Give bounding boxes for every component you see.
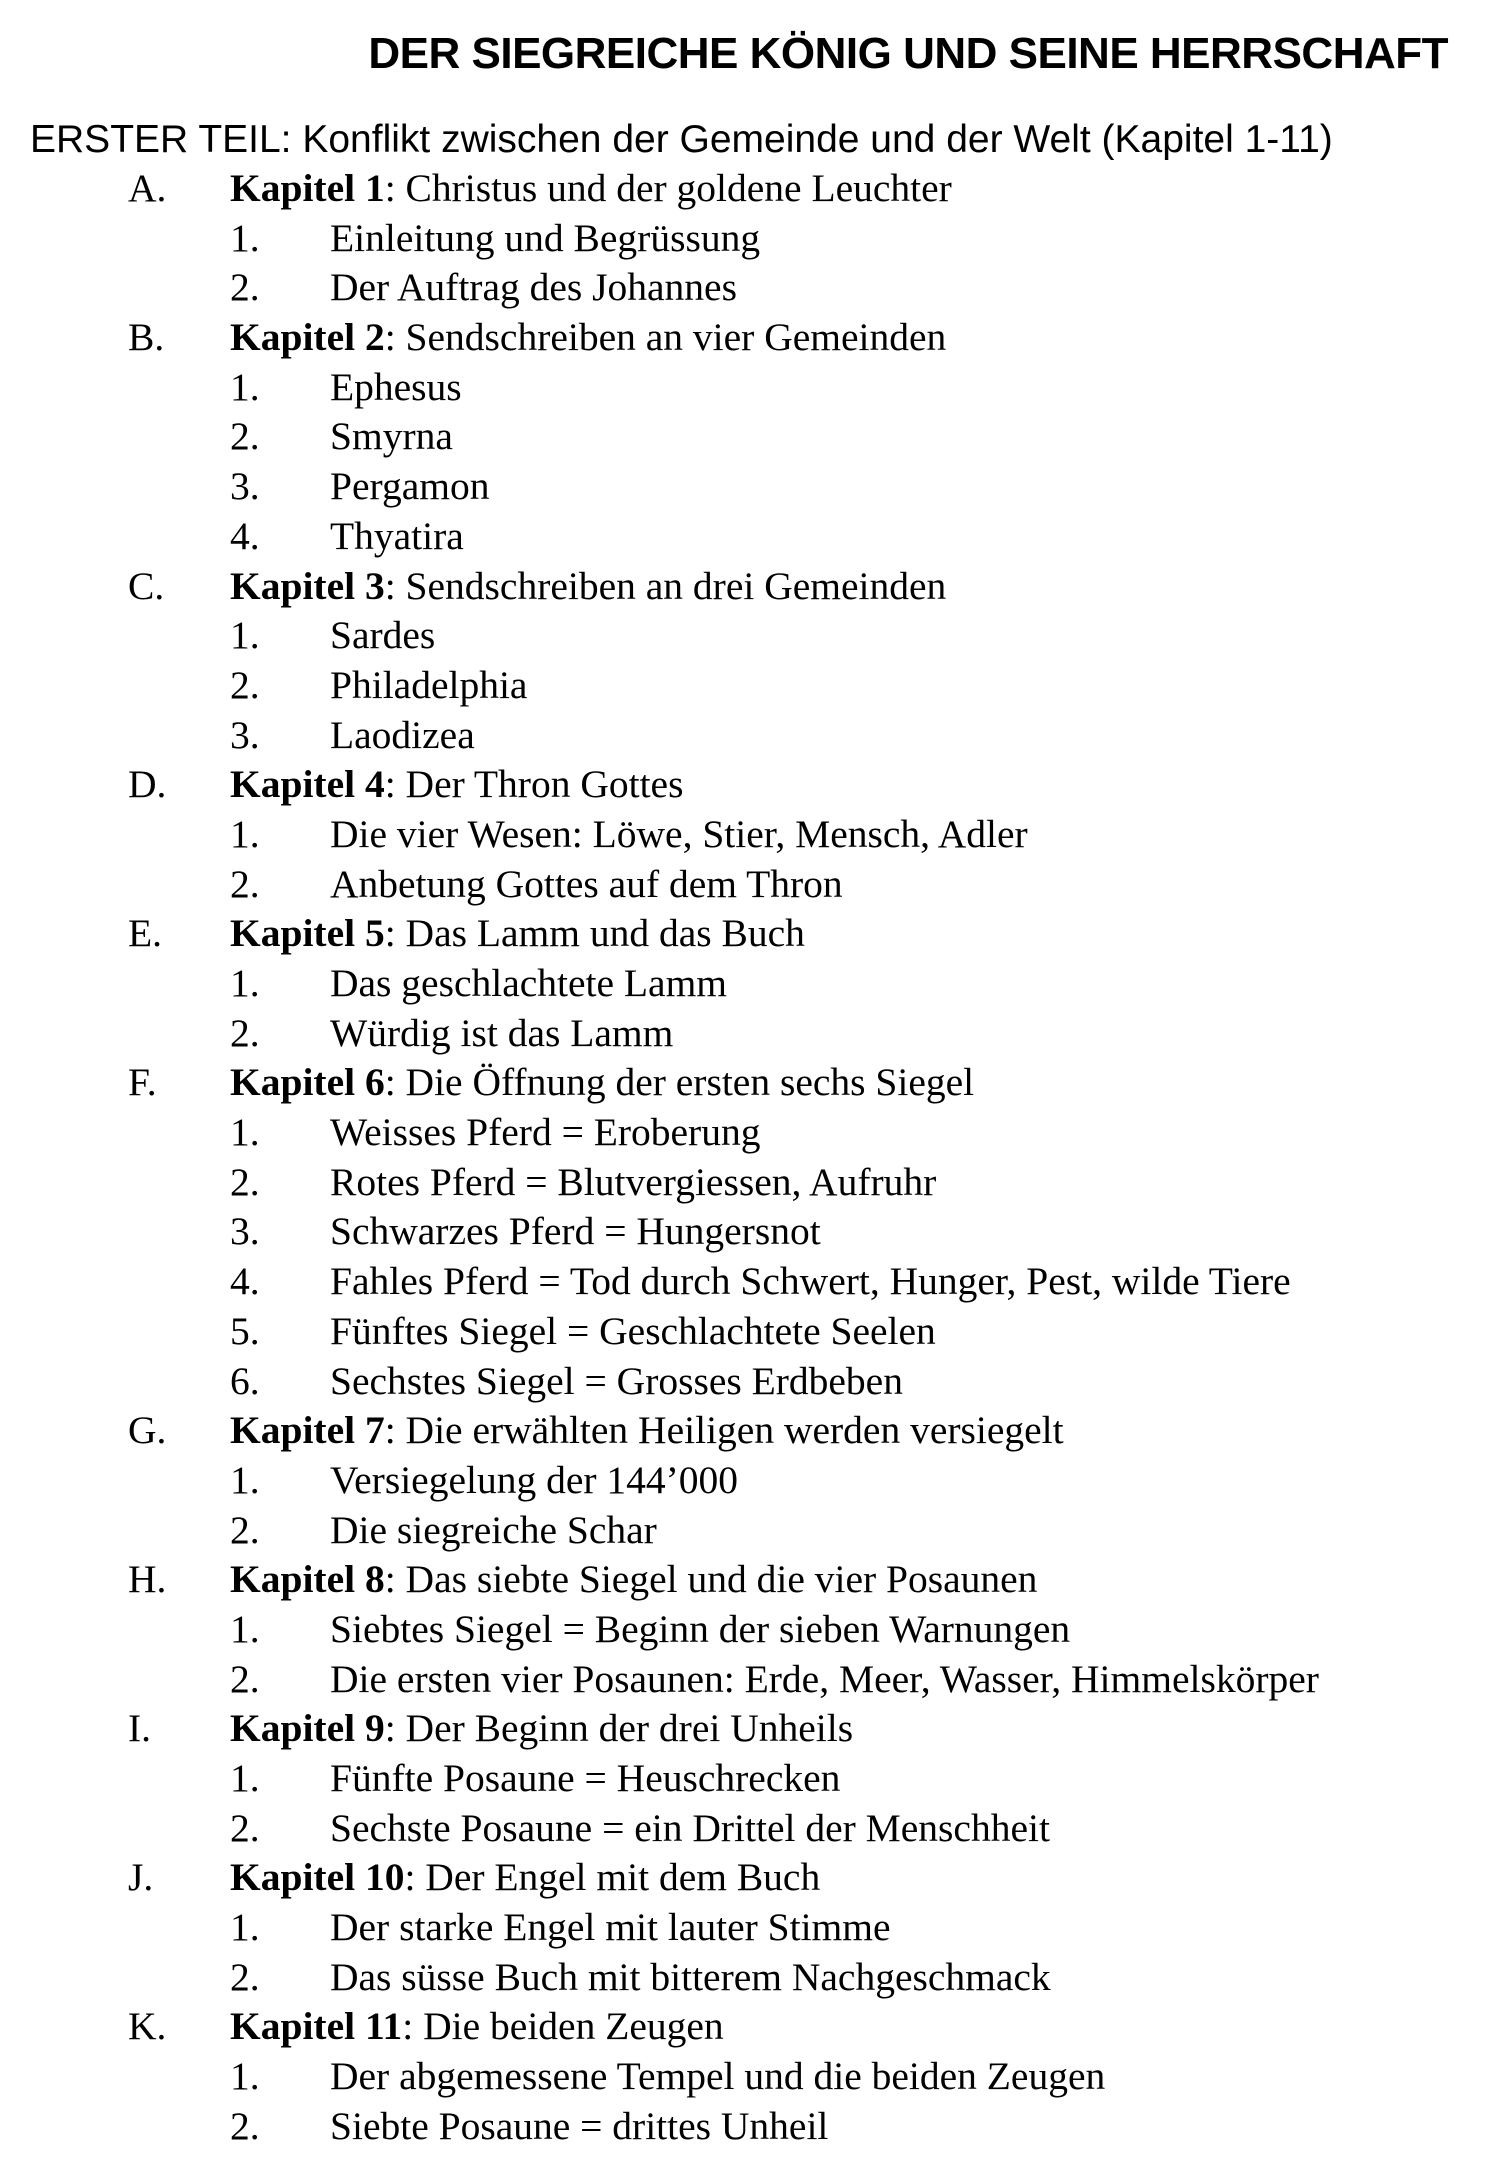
item-number: 2. [230,1805,260,1850]
section-heading [0,164,1508,214]
chapter-description: : Der Thron Gottes [384,762,684,807]
chapter-label: Kapitel 11 [230,2004,403,2049]
list-item [0,1207,1508,1257]
item-number: 3. [230,464,260,509]
item-number: 1. [230,1110,260,1155]
item-text: Einleitung und Begrüssung [330,215,761,260]
item-number: 2. [230,1507,260,1552]
item-number: 1. [230,2054,260,2099]
list-item [0,1357,1508,1407]
chapter-label: Kapitel 6 [230,1060,385,1105]
item-number: 1. [230,1756,260,1800]
chapter-label: Kapitel 1 [230,166,385,210]
section-title [230,760,683,810]
chapter-label: Kapitel 2 [230,315,385,360]
item-text: Weisses Pferd = Eroberung [330,1110,761,1155]
chapter-outline [0,164,1508,2152]
section-letter: I. [128,1706,152,1751]
section-letter: A. [128,166,167,210]
section-letter: D. [128,762,167,807]
item-number: 2. [230,1010,260,1055]
item-number: 1. [230,961,260,1005]
list-item [0,959,1508,1009]
item-number: 2. [230,265,260,310]
list-item [0,1953,1508,2003]
list-item [0,810,1508,860]
item-text: Anbetung Gottes auf dem Thron [330,861,843,906]
list-item [0,462,1508,512]
item-number: 5. [230,1308,260,1353]
item-text: Fünfte Posaune = Heuschrecken [330,1756,841,1800]
list-item [0,1754,1508,1804]
part-heading: ERSTER TEIL: Konflikt zwischen der Gemeinde und der Welt (Kapitel 1-11) [30,118,1333,161]
item-number: 4. [230,513,260,558]
list-item [0,1804,1508,1854]
chapter-label: Kapitel 10 [230,1855,405,1900]
item-number: 3. [230,712,260,757]
section-letter: F. [128,1060,157,1105]
item-text: Ephesus [330,364,462,409]
list-item [0,512,1508,562]
section-title [230,562,946,612]
chapter-description: : Der Beginn der drei Unheils [384,1706,854,1751]
item-text: Siebte Posaune = drittes Unheil [330,2103,829,2148]
item-number: 2. [230,1159,260,1204]
list-item [0,412,1508,462]
section-letter: C. [128,563,165,608]
item-number: 6. [230,1358,260,1403]
item-text: Siebtes Siegel = Beginn der sieben Warnungen [330,1606,1071,1651]
item-number: 1. [230,1457,260,1502]
chapter-label: Kapitel 9 [230,1706,385,1751]
list-item [0,1307,1508,1357]
section-heading [0,1406,1508,1456]
item-text: Fahles Pferd = Tod durch Schwert, Hunger, Pest, wilde Tiere [330,1259,1291,1304]
list-item [0,611,1508,661]
list-item [0,2102,1508,2152]
list-item [0,1903,1508,1953]
chapter-description: : Die beiden Zeugen [402,2004,724,2049]
section-letter: J. [128,1855,154,1900]
item-text: Sechstes Siegel = Grosses Erdbeben [330,1358,903,1403]
item-number: 1. [230,1905,260,1950]
list-item [0,363,1508,413]
section-heading [0,760,1508,810]
item-number: 1. [230,1606,260,1651]
item-text: Sechste Posaune = ein Drittel der Menschheit [330,1805,1050,1850]
chapter-label: Kapitel 8 [230,1557,385,1602]
list-item [0,1257,1508,1307]
item-text: Versiegelung der 144’000 [330,1457,739,1502]
section-title [230,313,946,363]
chapter-description: : Die erwählten Heiligen werden versiegelt [384,1408,1064,1453]
item-number: 2. [230,861,260,906]
item-text: Der Auftrag des Johannes [330,265,737,310]
list-item [0,1456,1508,1506]
item-text: Philadelphia [330,662,528,707]
item-number: 2. [230,414,260,459]
item-text: Die siegreiche Schar [330,1507,657,1552]
chapter-description: : Der Engel mit dem Buch [404,1855,821,1900]
section-heading [0,1058,1508,1108]
item-text: Würdig ist das Lamm [330,1010,674,1055]
section-heading [0,1853,1508,1903]
item-text: Das süsse Buch mit bitterem Nachgeschmack [330,1954,1051,1999]
item-number: 2. [230,2103,260,2148]
item-number: 1. [230,613,260,658]
item-text: Schwarzes Pferd = Hungersnot [330,1209,821,1254]
list-item [0,1009,1508,1059]
section-heading [0,562,1508,612]
item-text: Thyatira [330,513,464,558]
chapter-label: Kapitel 3 [230,563,385,608]
section-title [230,1853,820,1903]
chapter-description: : Sendschreiben an drei Gemeinden [384,563,947,608]
section-title [230,1704,853,1754]
section-letter: K. [128,2004,167,2049]
chapter-label: Kapitel 4 [230,762,385,807]
section-letter: B. [128,315,165,360]
list-item [0,860,1508,910]
item-text: Laodizea [330,712,475,757]
item-number: 2. [230,1656,260,1701]
list-item [0,2052,1508,2102]
chapter-description: : Das siebte Siegel und die vier Posaunen [384,1557,1038,1602]
item-number: 1. [230,364,260,409]
item-text: Das geschlachtete Lamm [330,961,728,1005]
list-item [0,263,1508,313]
list-item [0,1506,1508,1556]
section-heading [0,2002,1508,2052]
section-title [230,164,952,214]
item-text: Fünftes Siegel = Geschlachtete Seelen [330,1308,936,1353]
item-text: Rotes Pferd = Blutvergiessen, Aufruhr [330,1159,937,1204]
section-title [230,1555,1037,1605]
section-heading [0,909,1508,959]
list-item [0,1158,1508,1208]
item-text: Die vier Wesen: Löwe, Stier, Mensch, Adler [330,811,1028,856]
list-item [0,214,1508,264]
document-title: DER SIEGREICHE KÖNIG UND SEINE HERRSCHAFT [368,29,1448,78]
item-number: 2. [230,1954,260,1999]
section-title [230,1058,974,1108]
item-text: Der starke Engel mit lauter Stimme [330,1905,891,1950]
chapter-description: : Christus und der goldene Leuchter [384,166,952,210]
list-item [0,1108,1508,1158]
item-number: 1. [230,811,260,856]
section-title [230,909,805,959]
section-title [230,1406,1064,1456]
chapter-label: Kapitel 5 [230,911,385,956]
chapter-description: : Sendschreiben an vier Gemeinden [384,315,947,360]
list-item [0,1655,1508,1705]
item-text: Sardes [330,613,436,658]
list-item [0,711,1508,761]
list-item [0,1605,1508,1655]
chapter-description: : Die Öffnung der ersten sechs Siegel [384,1060,975,1105]
item-text: Smyrna [330,414,453,459]
list-item [0,661,1508,711]
item-number: 3. [230,1209,260,1254]
item-number: 2. [230,662,260,707]
section-letter: G. [128,1408,167,1453]
item-text: Die ersten vier Posaunen: Erde, Meer, Wasser, Himmelskörper [330,1656,1319,1701]
item-number: 1. [230,215,260,260]
chapter-description: : Das Lamm und das Buch [384,911,805,956]
section-letter: E. [128,911,163,956]
chapter-label: Kapitel 7 [230,1408,385,1453]
section-letter: H. [128,1557,167,1602]
item-number: 4. [230,1259,260,1304]
section-heading [0,313,1508,363]
section-heading [0,1704,1508,1754]
item-text: Pergamon [330,464,490,509]
section-title [230,2002,724,2052]
item-text: Der abgemessene Tempel und die beiden Zeugen [330,2054,1106,2099]
section-heading [0,1555,1508,1605]
